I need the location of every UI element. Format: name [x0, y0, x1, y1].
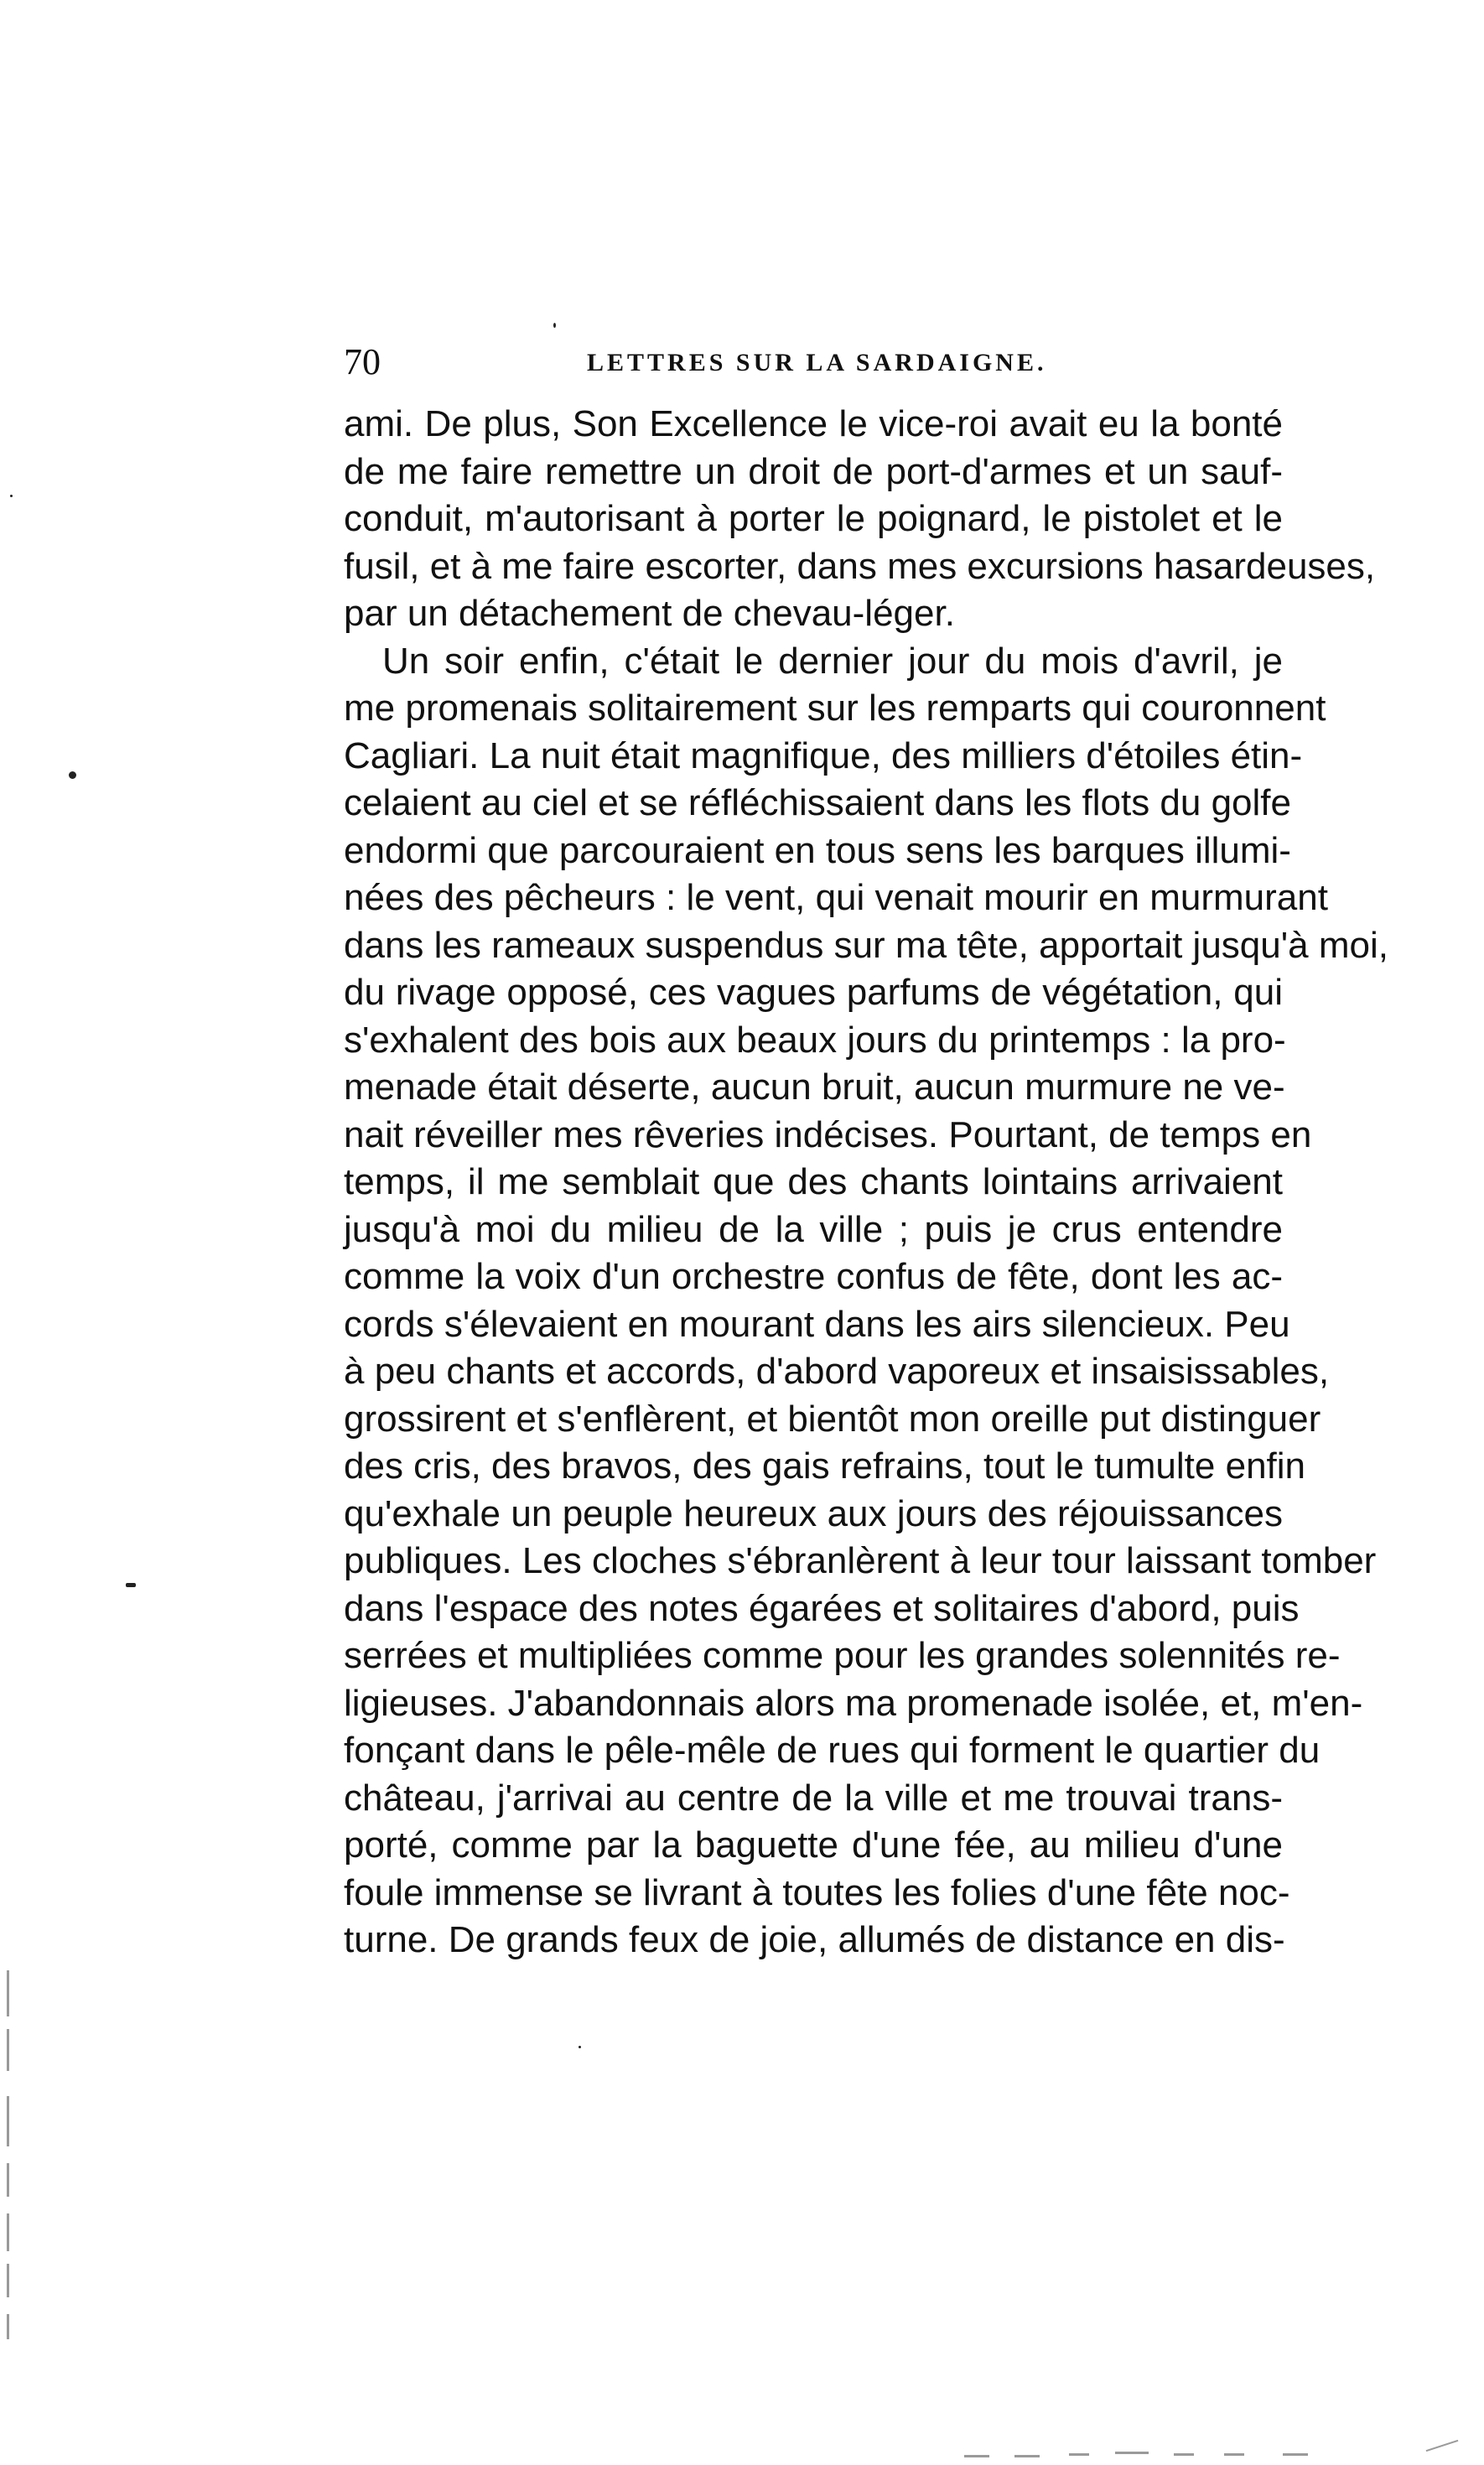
bottom-mark [1174, 2453, 1194, 2456]
body-text [344, 401, 1388, 1964]
margin-mark [7, 2264, 9, 2297]
text-line: s'exhalent des bois aux beaux jours du printemps : la pro- [344, 1019, 1286, 1061]
text-line: endormi que parcouraient en tous sens les barques illumi- [344, 829, 1291, 871]
text-line: du rivage opposé, ces vagues parfums de végétation, qui [344, 972, 1283, 1013]
bottom-mark [1426, 2440, 1459, 2452]
text-line: menade était déserte, aucun bruit, aucun murmure ne ve- [344, 1066, 1285, 1108]
bottom-mark [964, 2455, 989, 2457]
page-header [344, 337, 1283, 387]
bottom-mark [1069, 2453, 1089, 2456]
margin-mark [7, 2314, 9, 2339]
text-line: temps, il me semblait que des chants lointains arrivaient [344, 1161, 1283, 1202]
margin-mark [7, 2213, 9, 2251]
text-line: celaient au ciel et se réfléchissaient dans les flots du golfe [344, 782, 1291, 823]
scan-speck [126, 1583, 136, 1587]
text-line: serrées et multipliées comme pour les grandes solennités re- [344, 1635, 1341, 1676]
text-line: me promenais solitairement sur les remparts qui couronnent [344, 688, 1326, 729]
text-line: fonçant dans le pêle-mêle de rues qui forment le quartier du [344, 1730, 1321, 1771]
scan-speck [553, 323, 556, 328]
text-line: cords s'élevaient en mourant dans les airs silencieux. Peu [344, 1303, 1290, 1345]
bottom-mark [1283, 2453, 1308, 2456]
text-line: publiques. Les cloches s'ébranlèrent à leur tour laissant tomber [344, 1540, 1377, 1581]
text-line: conduit, m'autorisant à porter le poignard, le pistolet et le [344, 498, 1283, 539]
text-line: Un soir enfin, c'était le dernier jour du mois d'avril, je [382, 640, 1283, 682]
text-line: Cagliari. La nuit était magnifique, des milliers d'étoiles étin- [344, 734, 1303, 776]
margin-mark [7, 2163, 9, 2197]
text-line: par un détachement de chevau-léger. [344, 593, 955, 634]
text-line: dans l'espace des notes égarées et solitaires d'abord, puis [344, 1587, 1300, 1629]
text-line: comme la voix d'un orchestre confus de fête, dont les ac- [344, 1256, 1283, 1297]
bottom-mark [1224, 2453, 1244, 2456]
text-line: dans les rameaux suspendus sur ma tête, apportait jusqu'à moi, [344, 924, 1388, 966]
scan-speck [10, 495, 13, 497]
text-line: nait réveiller mes rêveries indécises. Pourtant, de temps en [344, 1113, 1312, 1155]
text-line: ligieuses. J'abandonnais alors ma promenade isolée, et, m'en- [344, 1682, 1363, 1724]
page-number: 70 [344, 341, 381, 382]
text-line: qu'exhale un peuple heureux aux jours des réjouissances [344, 1492, 1283, 1534]
text-line: château, j'arrivai au centre de la ville et me trouvai trans- [344, 1777, 1283, 1819]
scan-speck [579, 2046, 581, 2048]
text-line: des cris, des bravos, des gais refrains, tout le tumulte enfin [344, 1445, 1306, 1487]
text-line: de me faire remettre un droit de port-d'armes et un sauf- [344, 450, 1283, 492]
text-line: porté, comme par la baguette d'une fée, au milieu d'une [344, 1824, 1283, 1866]
running-title: LETTRES SUR LA SARDAIGNE. [587, 349, 1047, 376]
text-line: ami. De plus, Son Excellence le vice-roi avait eu la bonté [344, 403, 1283, 444]
bottom-mark [1014, 2455, 1040, 2457]
margin-mark [7, 1970, 9, 2016]
margin-mark [7, 2096, 9, 2146]
text-line: foule immense se livrant à toutes les folies d'une fête noc- [344, 1871, 1290, 1913]
text-line: nées des pêcheurs : le vent, qui venait mourir en murmurant [344, 877, 1328, 918]
text-line: jusqu'à moi du milieu de la ville ; puis je crus entendre [344, 1208, 1283, 1250]
scan-speck [69, 771, 76, 779]
margin-mark [7, 2029, 9, 2071]
bottom-mark [1115, 2452, 1149, 2454]
text-line: grossirent et s'enflèrent, et bientôt mon oreille put distinguer [344, 1398, 1321, 1440]
text-line: turne. De grands feux de joie, allumés de distance en dis- [344, 1919, 1285, 1960]
text-line: fusil, et à me faire escorter, dans mes excursions hasardeuses, [344, 545, 1376, 587]
text-line: à peu chants et accords, d'abord vaporeux et insaisissables, [344, 1351, 1330, 1392]
